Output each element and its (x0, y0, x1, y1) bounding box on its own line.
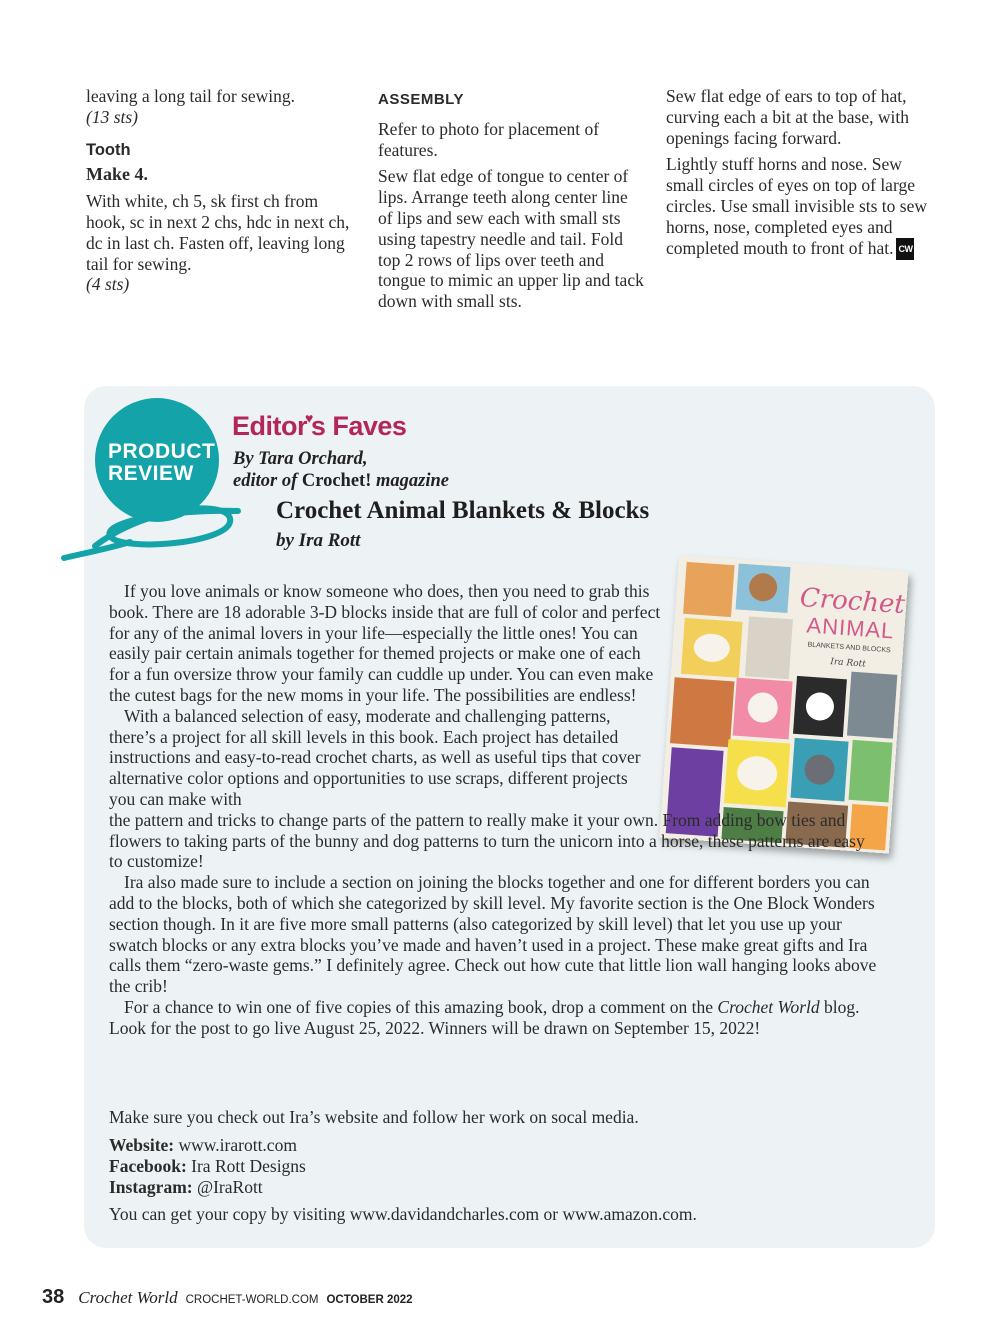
svg-text:Crochet: Crochet (798, 582, 906, 621)
website-line[interactable]: Website: www.irarott.com (109, 1135, 297, 1155)
page-footer (42, 1286, 413, 1309)
review-body (109, 581, 879, 1039)
issue-date: OCTOBER 2022 (326, 1294, 413, 1306)
review-para-1: If you love animals or know someone who does, then you need to grab this book. There are 18 adorable 3-D blocks inside that are full of color and perfect for any of the animal lovers in your life—especially the little ones! You can easily pair certain animals together for themed projects or make one of each for a fun oversize throw your family can cuddle up under. You can even make the cutest bags for the new moms in your life. The possibilities are endless! (109, 581, 661, 705)
col1-para-1: leaving a long tail for sewing. (13 sts) (86, 86, 295, 127)
svg-text:BLANKETS AND BLOCKS: BLANKETS AND BLOCKS (807, 641, 891, 655)
make-count: Make 4. (86, 164, 148, 185)
review-para-2a: With a balanced selection of easy, moderate and challenging patterns, there’s a project for all skill levels in this book. Each project has detailed instructions and easy-to-read crochet charts, as well as useful tips that cover alternative color options and opportunities to use scraps, different projects you can make with (109, 705, 641, 809)
heart-icon: ♥ (305, 410, 313, 426)
col3-para-1: Sew flat edge of ears to top of hat, curving each a bit at the base, with openings facing forward. (666, 86, 909, 148)
contact-list (109, 1135, 306, 1197)
purchase-info: You can get your copy by visiting www.davidandcharles.com or www.amazon.com. (109, 1204, 697, 1224)
book-author: by Ira Rott (276, 530, 361, 551)
col1-para-2: With white, ch 5, sk first ch from hook, sc in next 2 chs, hdc in next ch, dc in last ch. Fasten off, leaving long tail for sewing. (4 sts) (86, 191, 350, 295)
col2-para-2: Sew flat edge of tongue to center of lips. Arrange teeth along center line of lips and sew each with small sts using tapestry needle and tail. Fold top 2 rows of lips over teeth and tongue to mimic an upper lip and tack down with small sts. (378, 166, 644, 312)
page-number: 38 (42, 1286, 65, 1308)
review-para-3: Ira also made sure to include a section on joining the blocks together and one for different borders you can add to the blocks, both of which she categorized by skill level. My favorite section is the One Block Wonders section though. In it are five more small patterns (also categorized by skill level) that let you use up your swatch blocks or any extra blocks you’ve made and haven’t used in a project. These make great gifts and Ira calls them “zero-waste gems.” I definitely agree. Check out how cute that little lion wall hanging looks above the crib! (109, 872, 877, 997)
editors-faves-title: Editor♥s Faves (232, 410, 407, 441)
column-2 (378, 86, 644, 318)
product-review-badge: PRODUCT REVIEW (108, 440, 216, 485)
facebook-line[interactable]: Facebook: Ira Rott Designs (109, 1155, 306, 1176)
magazine-name: Crochet World (78, 1288, 178, 1307)
column-1 (86, 86, 351, 301)
column-3 (666, 86, 928, 266)
col3-para-2: Lightly stuff horns and nose. Sew small circles of eyes on top of large circles. Use small invisible sts to sew horns, nose, completed eyes and completed mouth to front of hat. CW (666, 154, 928, 260)
end-mark-icon: CW (896, 238, 914, 261)
review-byline: By Tara Orchard, editor of Crochet! magazine (233, 449, 449, 491)
review-para-2b: the pattern and tricks to change parts of the pattern to really make it your own. From adding bow ties and flowers to taking parts of the bunny and dog patterns to turn the unicorn into a horse, these patterns are easy to customize! (109, 809, 865, 872)
social-intro: Make sure you check out Ira’s website and follow her work on socal media. (109, 1107, 639, 1127)
book-title: Crochet Animal Blankets & Blocks (276, 497, 650, 524)
magazine-url[interactable]: CROCHET-WORLD.COM (185, 1294, 319, 1306)
col2-para-1: Refer to photo for placement of features. (378, 118, 600, 160)
svg-text:ANIMAL: ANIMAL (805, 612, 896, 644)
assembly-heading: ASSEMBLY (378, 91, 464, 108)
svg-text:Ira Rott: Ira Rott (829, 657, 867, 670)
tooth-heading: Tooth (86, 140, 131, 159)
instagram-line[interactable]: Instagram: @IraRott (109, 1176, 263, 1197)
review-para-4: For a chance to win one of five copies of this amazing book, drop a comment on the Crochet World blog. Look for the post to go live August 25, 2022. Winners will be drawn on September 15, 2022! (109, 996, 860, 1038)
